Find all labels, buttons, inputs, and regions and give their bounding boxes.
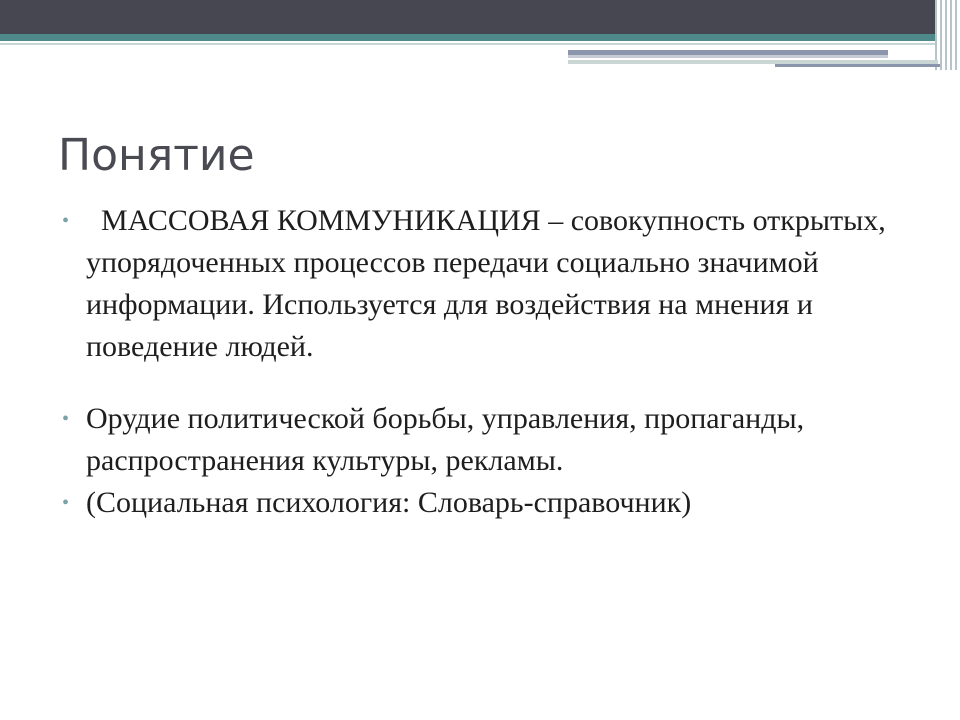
bullet-icon: •: [62, 492, 70, 514]
bullet-icon: •: [62, 210, 70, 232]
right-edge-stripes: [935, 0, 960, 70]
bullet-text: Орудие политической борьбы, управления, пропаганды, распространения культуры, рекламы.: [86, 402, 805, 477]
bullet-text: МАССОВАЯ КОММУНИКАЦИЯ – совокупность открытых, упорядоченных процессов передачи социально значимой информации. Используется для воздействия на мнения и поведение людей.: [86, 204, 894, 363]
bullet-icon: •: [62, 408, 70, 430]
list-item: [62, 398, 912, 482]
decorative-bar-3: [775, 64, 940, 67]
slide-title: Понятие: [58, 130, 255, 181]
decorative-bar-1b: [568, 55, 888, 58]
list-item: [62, 482, 912, 524]
list-item: [62, 200, 912, 368]
header-teal-bar: [0, 34, 935, 41]
bullet-text: (Социальная психология: Словарь-справочник): [86, 486, 692, 519]
bullet-list: [62, 200, 912, 524]
header-dark-bar: [0, 0, 935, 34]
header-light-line: [0, 43, 935, 45]
